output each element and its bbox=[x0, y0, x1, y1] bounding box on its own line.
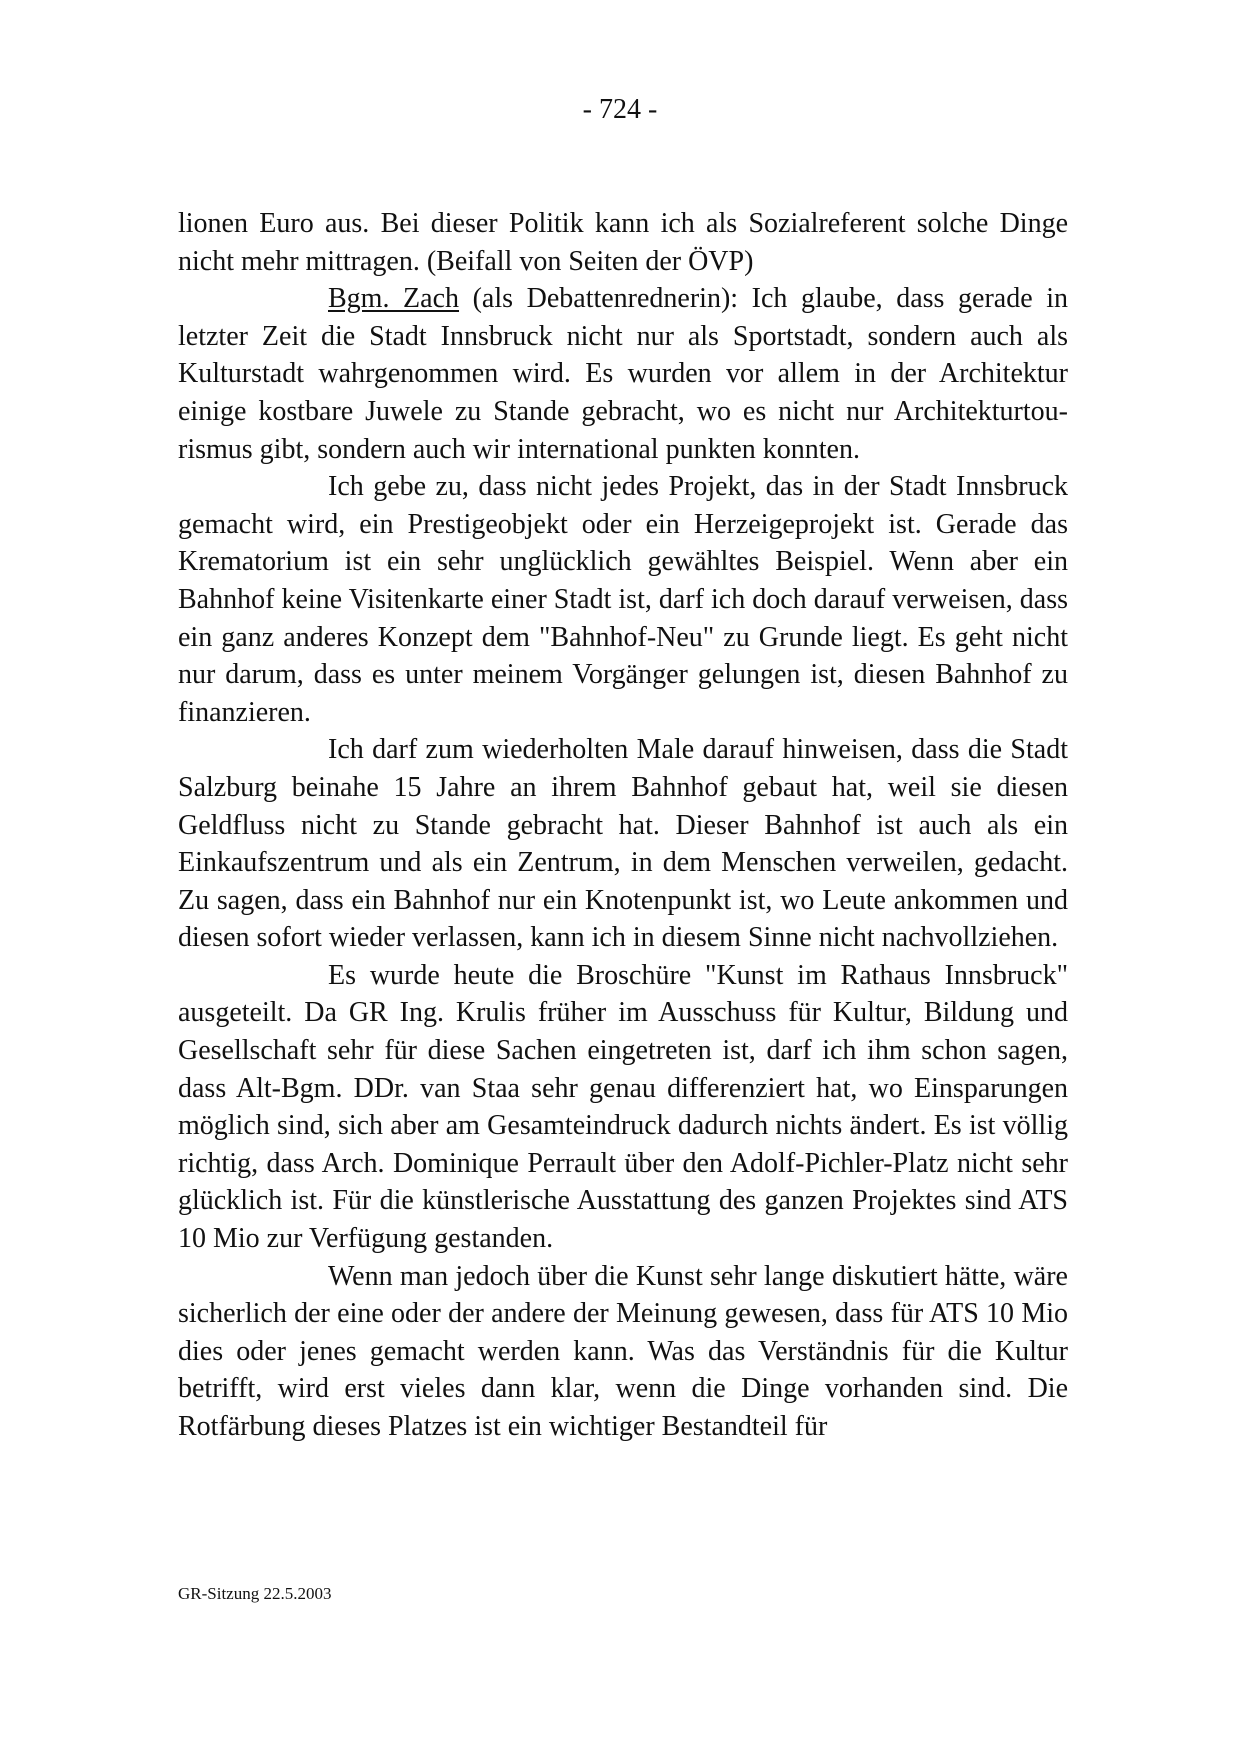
speaker-name: Bgm. Zach bbox=[328, 283, 460, 315]
paragraph-4 bbox=[178, 731, 1068, 957]
paragraph-5 bbox=[178, 957, 1068, 1258]
page-number: - 724 - bbox=[582, 94, 658, 125]
body-text bbox=[178, 205, 1068, 1446]
paragraph-4-text: Ich darf zum wiederholten Male darauf hinweisen, dass die Stadt Salzburg beinahe 15 Jahre an ihrem Bahnhof gebaut hat, weil sie diesen Geldfluss nicht zu Stande gebracht hat. Dieser Bahnhof ist auch als ein Einkaufszentrum und als ein Zentrum, in dem Menschen verweilen, gedacht. Zu sagen, dass ein Bahnhof nur ein Knotenpunkt ist, wo Leute ankommen und diesen sofort wieder verlassen, kann ich in diesem Sinne nicht nachvollziehen. bbox=[178, 734, 1068, 954]
paragraph-5-text: Es wurde heute die Broschüre "Kunst im Rathaus Innsbruck" ausgeteilt. Da GR Ing. Krulis früher im Ausschuss für Kultur, Bildung und Gesellschaft sehr für diese Sachen eingetreten ist, darf ich ihm schon sagen, dass Alt-Bgm. DDr. van Staa sehr genau differenziert hat, wo Einsparungen möglich sind, sich aber am Gesamteindruck dadurch nichts ändert. Es ist völlig richtig, dass Arch. Dominique Perrault über den Adolf-Pichler-Platz nicht sehr glücklich ist. Für die künstlerische Ausstattung des ganzen Projektes sind ATS 10 Mio zur Verfügung gestanden. bbox=[178, 959, 1068, 1255]
paragraph-1-text: lionen Euro aus. Bei dieser Politik kann ich als Sozialreferent solche Dinge nicht mehr mittragen. (Beifall von Seiten der ÖVP) bbox=[178, 208, 1068, 277]
paragraph-6 bbox=[178, 1258, 1068, 1446]
paragraph-3 bbox=[178, 468, 1068, 731]
paragraph-2-text: (als Debattenrednerin): Ich glaube, dass gerade in letzter Zeit die Stadt Innsbruck nicht nur als Sportstadt, sondern auch als Kulturstadt wahrgenommen wird. Es wurden vor allem in der Architektur einige kostbare Juwele zu Stande gebracht, wo es nicht nur Architekturtourismus gibt, sondern auch wir international punkten konnten. bbox=[178, 283, 1069, 465]
paragraph-6-text: Wenn man jedoch über die Kunst sehr lange diskutiert hätte, wäre sicherlich der eine oder der andere der Meinung gewesen, dass für ATS 10 Mio dies oder jenes gemacht werden kann. Was das Verständnis für die Kultur betrifft, wird erst vieles dann klar, wenn die Dinge vorhanden sind. Die Rotfärbung dieses Platzes ist ein wichtiger Bestandteil für bbox=[178, 1260, 1068, 1442]
paragraph-3-text: Ich gebe zu, dass nicht jedes Projekt, das in der Stadt Innsbruck gemacht wird, ein Prestigeobjekt oder ein Herzeigeprojekt ist. Gerade das Krematorium ist ein sehr unglücklich gewähltes Beispiel. Wenn aber ein Bahnhof keine Visitenkarte einer Stadt ist, darf ich doch darauf verweisen, dass ein ganz anderes Konzept dem "Bahnhof-Neu" zu Grunde liegt. Es geht nicht nur darum, dass es unter meinem Vorgänger gelungen ist, diesen Bahnhof zu finanzieren. bbox=[178, 471, 1068, 728]
paragraph-2 bbox=[178, 280, 1068, 468]
paragraph-1 bbox=[178, 205, 1068, 280]
footer-session-date: GR-Sitzung 22.5.2003 bbox=[178, 1584, 332, 1603]
